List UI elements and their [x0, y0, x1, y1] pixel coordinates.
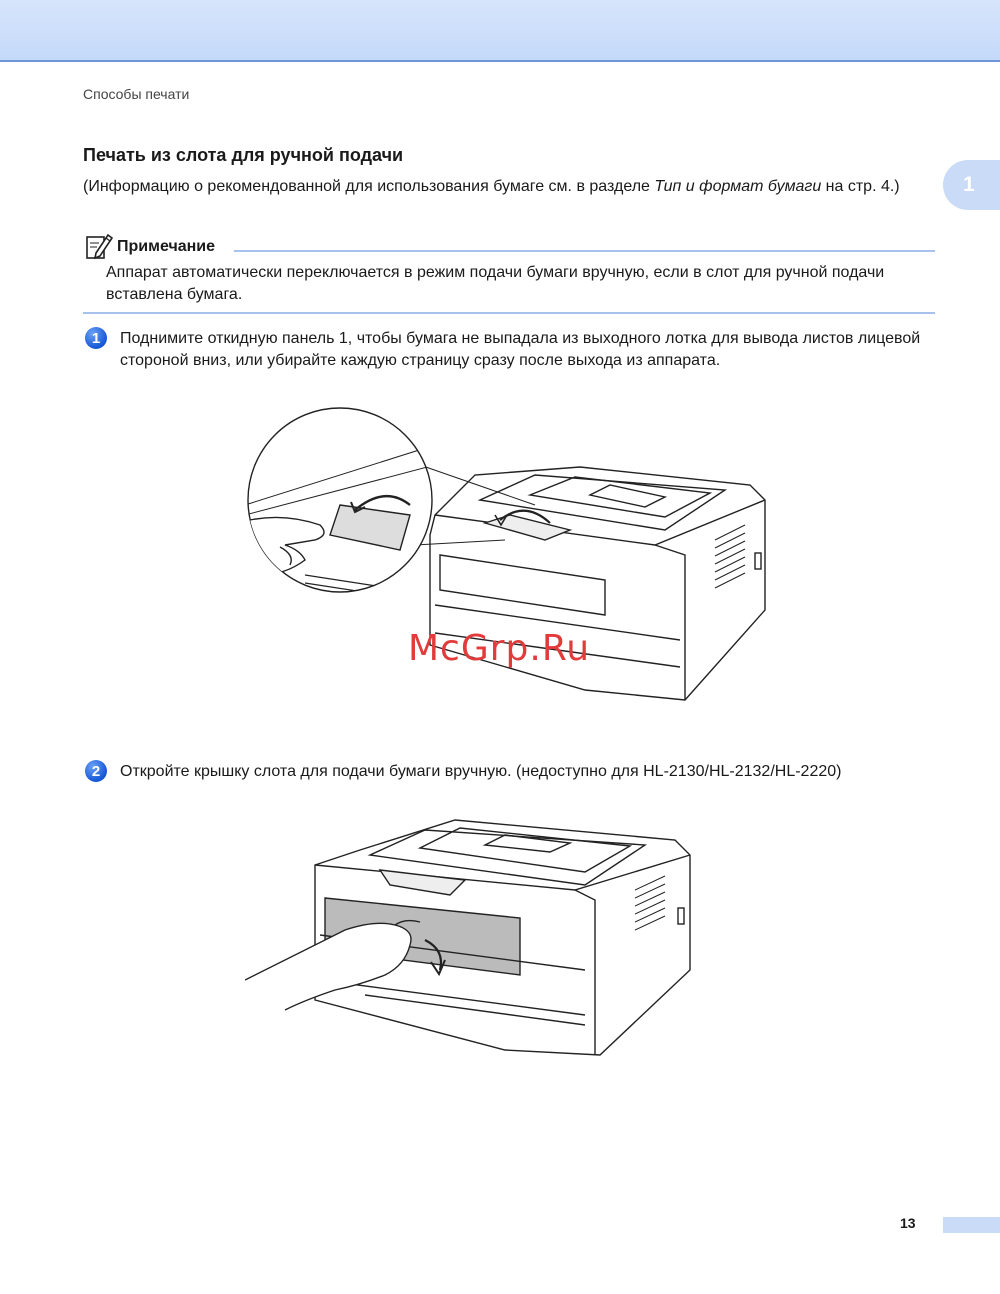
- top-header-band: [0, 0, 1000, 62]
- intro-reference: Тип и формат бумаги: [654, 178, 822, 195]
- note-bottom-rule: [83, 312, 935, 314]
- note-title: Примечание: [117, 238, 216, 255]
- note-text: Аппарат автоматически переключается в режим подачи бумаги вручную, если в слот для ручной подачи вставлена бумага.: [106, 264, 885, 303]
- section-intro: [83, 176, 933, 198]
- section-title: Печать из слота для ручной подачи: [83, 145, 404, 165]
- chapter-number: 1: [963, 173, 975, 196]
- chapter-tab: [943, 160, 1000, 210]
- page-tab: [943, 1217, 1000, 1233]
- running-head: Способы печати: [83, 86, 190, 102]
- step-1-badge: 1: [85, 327, 107, 349]
- note-pencil-icon: [84, 231, 114, 261]
- step-1-text: Поднимите откидную панель 1, чтобы бумага не выпадала из выходного лотка для вывода листов лицевой стороной вниз, или убирайте каждую страницу сразу после выхода из аппарата.: [120, 330, 921, 369]
- intro-text: (Информацию о рекомендованной для использования бумаге см. в разделе: [83, 178, 655, 195]
- page-number: 13: [900, 1215, 916, 1231]
- figure-manual-feed-cover: [245, 810, 700, 1070]
- note-top-rule: [234, 250, 935, 252]
- watermark: McGrp.Ru: [408, 628, 591, 669]
- step-2-text: Откройте крышку слота для подачи бумаги вручную. (недоступно для HL-2130/HL-2132/HL-2220): [120, 763, 842, 780]
- intro-end: на стр. 4.): [821, 178, 900, 195]
- step-2-badge: 2: [85, 760, 107, 782]
